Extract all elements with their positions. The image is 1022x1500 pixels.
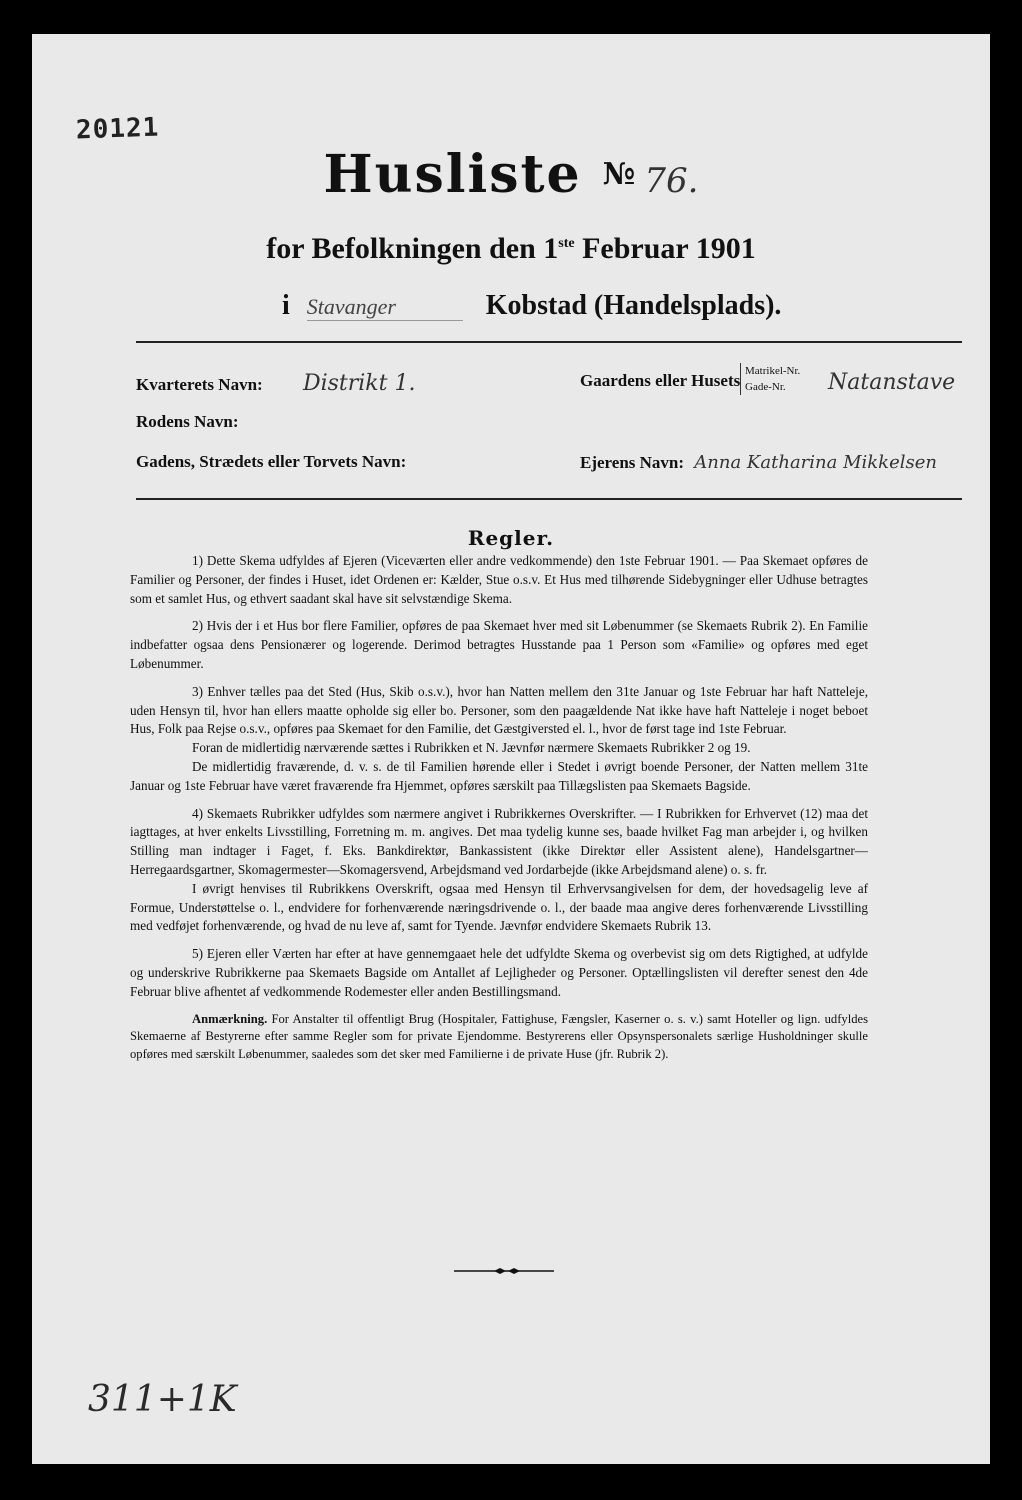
divider-top bbox=[136, 341, 962, 343]
ejer-field bbox=[580, 452, 937, 473]
gaard-value: Natanstave bbox=[828, 370, 956, 395]
ejer-label: Ejerens Navn: bbox=[580, 453, 685, 472]
gade-navn-label: Gadens, Strædets eller Torvets Navn: bbox=[136, 452, 407, 471]
subtitle bbox=[32, 232, 990, 266]
rules-text bbox=[130, 552, 868, 1072]
place-line bbox=[282, 290, 781, 322]
subtitle-part-b: Februar 1901 bbox=[574, 232, 756, 265]
rule-4b: I øvrigt henvises til Rubrikkens Overskrift, ogsaa med Hensyn til Erhvervsangivelsen for dem, der hovedsagelig leve af Formue, Understøttelse o. l., endvidere for forhenværende næringsdrivende o. l., der baade maa angive deres forhenværende Livsstilling med vedføjet forhenværende, og hvad de nu leve af, samt for Tyende. Jævnfør endvidere Skemaets Rubrik 13. bbox=[130, 880, 868, 934]
anmaerkning-text: For Anstalter til offentligt Brug (Hospitaler, Fattighuse, Fængsler, Kaserner o. s. v.) samt Hoteller og lign. udfyldes Skemaerne af Bestyrerne efter samme Regler som for private Ejendomme. Bestyrerens eller Opsynspersonalets særlige Husholdninger skulle opføres med særskilt Løbenummer, saaledes som det sker med Familierne i de private Huse (jfr. Rubrik 2). bbox=[130, 1011, 868, 1061]
subtitle-sup: ste bbox=[558, 236, 575, 251]
place-handwritten: Stavanger bbox=[307, 294, 463, 321]
gaard-field bbox=[580, 371, 740, 391]
archive-stamp: 20121 bbox=[75, 112, 160, 146]
matrikel-label: Matrikel-Nr. bbox=[745, 365, 801, 377]
kvarter-label: Kvarterets Navn: bbox=[136, 375, 263, 394]
subtitle-part-a: for Befolkningen den 1 bbox=[266, 232, 559, 265]
kvarter-value: Distrikt 1. bbox=[302, 371, 416, 396]
anmaerkning bbox=[130, 1011, 868, 1064]
rule-5: 5) Ejeren eller Værten har efter at have gennemgaaet hele det udfyldte Skema og overbevist sig om dets Rigtighed, at udfylde og underskrive Rubrikkerne paa Skemaets Bagside om Antallet af Lejligheder og Personer. Optællingslisten vil derefter senest den 4de Februar blive afhentet af vedkommende Rodemester eller anden Bestillingsmand. bbox=[130, 946, 868, 999]
anmaerkning-label: Anmærkning. bbox=[192, 1011, 268, 1026]
place-suffix: Kobstad (Handelsplads). bbox=[485, 290, 782, 321]
title-row bbox=[32, 144, 990, 205]
ornament-divider bbox=[454, 1266, 554, 1276]
rule-1: 1) Dette Skema udfyldes af Ejeren (Viceværten eller andre vedkommende) den 1ste Februar 1901. — Paa Skemaet opføres de Familier og Personer, der findes i Huset, idet Ordenen er: Kælder, Stue o.s.v. Et Hus med tilhørende Sidebygninger eller Udhuse betragtes som et samlet Hus, og ethvert saadant skal have sit selvstændige Skema. bbox=[130, 553, 868, 606]
ejer-value: Anna Katharina Mikkelsen bbox=[694, 452, 937, 473]
gaard-subfields bbox=[740, 363, 800, 395]
roden-field bbox=[136, 412, 239, 432]
pencil-note: 311+1K bbox=[88, 1379, 237, 1420]
census-form-page bbox=[32, 34, 990, 1464]
place-prefix: i bbox=[282, 290, 290, 321]
rule-3b: Foran de midlertidig nærværende sættes i Rubrikken et N. Jævnfør nærmere Skemaets Rubrikker 2 og 19. bbox=[192, 740, 751, 756]
list-number: 76. bbox=[644, 161, 699, 201]
gaard-label: Gaardens eller Husets bbox=[580, 371, 741, 390]
gaard-value-wrap bbox=[828, 370, 955, 395]
kvarter-field bbox=[136, 371, 415, 396]
gade-nr-label: Gade-Nr. bbox=[745, 381, 786, 393]
number-prefix: № bbox=[602, 157, 636, 192]
divider-bottom bbox=[136, 498, 962, 500]
rule-4a: 4) Skemaets Rubrikker udfyldes som nærmere angivet i Rubrikkernes Overskrifter. — I Rubrikken for Erhvervet (12) maa det iagttages, at hver enkelts Livsstilling, Forretning m. m. angives. Det maa tydelig kunne ses, baade hvilket Fag man arbejder i, og hvilken Stilling man indtager i Faget, f. Eks. Bankdirektør, Bankassistent (ikke Direktør eller Assistent alene), Handelsgartner—Herregaardsgartner, Skomagermester—Skomagersvend, Arbejdsmand ved Jordarbejde (ikke Arbejdsmand alene) o. s. fr. bbox=[130, 805, 868, 877]
gade-navn-field bbox=[136, 452, 406, 472]
rule-2: 2) Hvis der i et Hus bor flere Familier, opføres de paa Skemaet hver med sit Løbenummer (se Skemaets Rubrik 2). En Familie indbefatter ogsaa dens Pensionærer og logerende. Derimod betragtes Husstande paa 1 Person som «Familie» og opføres med eget Løbenummer. bbox=[130, 618, 868, 671]
rule-3c: De midlertidig fraværende, d. v. s. de til Familien hørende eller i Stedet i øvrigt boende Personer, der Natten mellem 31te Januar og 1ste Februar have været fraværende fra Hjemmet, opføres særskilt paa Tillægslisten paa Skemaets Bagside. bbox=[130, 758, 868, 793]
page-title: Husliste bbox=[323, 144, 582, 205]
rule-3a: 3) Enhver tælles paa det Sted (Hus, Skib o.s.v.), hvor han Natten mellem den 31te Januar og 1ste Februar har haft Natteleje, uden Hensyn til, hvor han ellers maatte opholde sig eller bo. Personer, som den paagældende Nat ikke have haft Natteleje i noget beboet Hus, Folk paa Rejse o.s.v., opføres paa Skemaet for den Familie, det Gæstgiversted el. l., hvor de først tage ind 1ste Februar. bbox=[130, 683, 868, 737]
roden-label: Rodens Navn: bbox=[136, 412, 239, 431]
rules-title: Regler. bbox=[467, 526, 555, 550]
